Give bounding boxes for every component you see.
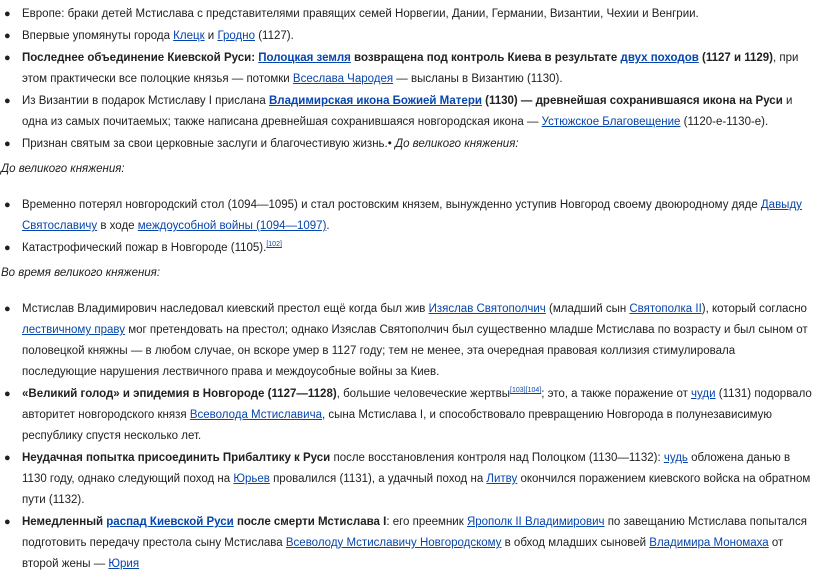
- list-item: [0, 4, 816, 25]
- link-yuryev[interactable]: Юрьев: [233, 473, 270, 485]
- item-text: ), который согласно: [701, 303, 807, 315]
- item-text: и одна из самых почитаемых; также написана древнейшая сохранившаяся новгородская икона —: [22, 95, 793, 128]
- item-bold: «Великий голод» и эпидемия в Новгороде (1127—1128): [22, 388, 337, 400]
- item-text: Временно потерял новгородский стол (1094—1095) и стал ростовским князем, вынужденно уступив Новгород своему двоюродному дяде: [22, 199, 761, 211]
- item-bold: после смерти Мстислава I: [233, 516, 387, 528]
- link-vseslav[interactable]: Всеслава Чародея: [292, 73, 394, 85]
- item-text: в обход младших сыновей: [501, 537, 650, 549]
- item-text: — высланы в Византию (1130).: [393, 73, 563, 85]
- during-list: [0, 299, 816, 575]
- item-bold: возвращена под контроль Киева в результате: [350, 52, 621, 64]
- link-izyaslav[interactable]: Изяслав Святополчич: [428, 303, 546, 315]
- item-italic: До великого княжения:: [394, 138, 519, 150]
- link-polotsk-land[interactable]: Полоцкая земля: [258, 52, 351, 64]
- link-vsevolod[interactable]: Всеволода Мстиславича: [189, 409, 322, 421]
- list-item: [0, 134, 816, 155]
- link-grodno[interactable]: Гродно: [217, 30, 256, 42]
- item-text: по завещанию Мстислава попытался подготовить передачу престола сыну Мстислава: [22, 516, 807, 549]
- bullet-icon: ●: [4, 52, 11, 64]
- item-bold: (1127 и 1129): [698, 52, 774, 64]
- ref-102[interactable]: [102]: [266, 241, 282, 248]
- bullet-icon: ●: [4, 138, 11, 150]
- list-item: [0, 238, 816, 259]
- link-lithuania[interactable]: Литву: [486, 473, 518, 485]
- bullet-icon: ●: [4, 95, 11, 107]
- list-item: [0, 195, 816, 237]
- link-yaropolk[interactable]: Ярополк II Владимирович: [466, 516, 605, 528]
- item-bold: Неудачная попытка присоединить Прибалтику к Руси: [22, 452, 331, 464]
- list-item: [0, 26, 816, 47]
- section-heading-during: Во время великого княжения:: [1, 267, 161, 279]
- bullet-icon: ●: [4, 452, 11, 464]
- item-text: обложена данью в 1130 году, однако следующий поход на: [22, 452, 791, 485]
- list-item: [0, 48, 816, 90]
- item-text: , при этом практически все полоцкие князья — потомки: [22, 52, 799, 85]
- item-text: (1131) подорвало авторитет новгородского князя: [22, 388, 812, 421]
- link-chud[interactable]: чуди: [691, 388, 716, 400]
- link-svyatopolk[interactable]: Святополка II: [629, 303, 702, 315]
- inline-bullet: •: [387, 138, 395, 150]
- link-vladimir-icon[interactable]: Владимирская икона Божией Матери: [269, 95, 482, 107]
- item-text: Признан святым за свои церковные заслуги и благочестивую жизнь.: [22, 138, 388, 150]
- item-text: Впервые упомянуты города: [22, 30, 174, 42]
- list-item: [0, 512, 816, 575]
- list-item: [0, 299, 816, 383]
- bullet-icon: ●: [4, 516, 11, 528]
- item-text: мог претендовать на престол; однако Изяслав Святополчич был существенно младше Мстислава по возрасту и был сыном от половецкой княжны — в любом случае, он вскоре умер в 1127 году; тем не менее, эта очередная правовая коллизия стимулировала последующие нарушения лествичного права и междоусобные войны за Киев.: [22, 324, 808, 378]
- link-civil-war[interactable]: междоусобной войны (1094—1097): [137, 220, 327, 232]
- bullet-icon: ●: [4, 8, 11, 20]
- bullet-icon: ●: [4, 242, 11, 254]
- item-text: провалился (1131), а удачный поход на: [269, 473, 487, 485]
- item-text: (1127).: [255, 30, 294, 42]
- item-text: : его преемник: [386, 516, 467, 528]
- item-text: от второй жены —: [22, 537, 784, 570]
- ref-104[interactable]: [104]: [525, 387, 542, 394]
- item-text: Европе: браки детей Мстислава с представителями правящих семей Норвегии, Дании, Германии, Византии, Чехии и Венгрии.: [22, 8, 699, 20]
- bullet-icon: ●: [4, 199, 11, 211]
- link-kletsk[interactable]: Клецк: [173, 30, 205, 42]
- link-vsevolod-novgorod[interactable]: Всеволоду Мстиславичу Новгородскому: [285, 537, 502, 549]
- item-text: , большие человеческие жертвы: [336, 388, 511, 400]
- item-text: и: [204, 30, 218, 42]
- item-text: Катастрофический пожар в Новгороде (1105).: [22, 242, 267, 254]
- article-page: [0, 4, 816, 570]
- link-chud-2[interactable]: чудь: [663, 452, 688, 464]
- item-text: Мстислав Владимирович наследовал киевский престол ещё когда был жив: [22, 303, 429, 315]
- item-bold: (1130) — древнейшая сохранившаяся икона на Руси: [481, 95, 783, 107]
- item-text: (младший сын: [545, 303, 630, 315]
- bullet-icon: ●: [4, 303, 11, 315]
- link-ustyug-annunciation[interactable]: Устюжское Благовещение: [541, 116, 681, 128]
- link-davyd[interactable]: Давыду Святославичу: [22, 199, 802, 232]
- list-item: [0, 91, 816, 133]
- section-heading-before: До великого княжения:: [1, 163, 125, 175]
- item-text: (1120-е-1130-е).: [680, 116, 769, 128]
- bullet-icon: ●: [4, 30, 11, 42]
- link-yuri[interactable]: Юрия: [108, 558, 140, 570]
- item-text: после восстановления контроля над Полоцком (1130—1132):: [330, 452, 664, 464]
- link-disintegration[interactable]: распад Киевской Руси: [106, 516, 234, 528]
- link-ladder-law[interactable]: лествичному праву: [22, 324, 126, 336]
- intro-list: [0, 4, 816, 155]
- list-item: [0, 448, 816, 511]
- item-bold: Последнее объединение Киевской Руси:: [22, 52, 259, 64]
- link-vladimir-monomakh[interactable]: Владимира Мономаха: [649, 537, 769, 549]
- before-list: [0, 195, 816, 259]
- item-text: в ходе: [97, 220, 138, 232]
- bullet-icon: ●: [4, 388, 11, 400]
- list-item: [0, 384, 816, 447]
- link-two-campaigns[interactable]: двух походов: [620, 52, 699, 64]
- item-text: Из Византии в подарок Мстиславу I прислана: [22, 95, 269, 107]
- ref-103[interactable]: [103]: [510, 387, 526, 394]
- item-text: , сына Мстислава I, и способствовало превращению Новгорода в полунезависимую республику спустя несколько лет.: [22, 409, 773, 442]
- item-text: окончился поражением киевского войска на обратном пути (1132).: [22, 473, 811, 506]
- item-text: ; это, а также поражение от: [541, 388, 692, 400]
- item-bold: Немедленный: [22, 516, 107, 528]
- item-text: .: [326, 220, 330, 232]
